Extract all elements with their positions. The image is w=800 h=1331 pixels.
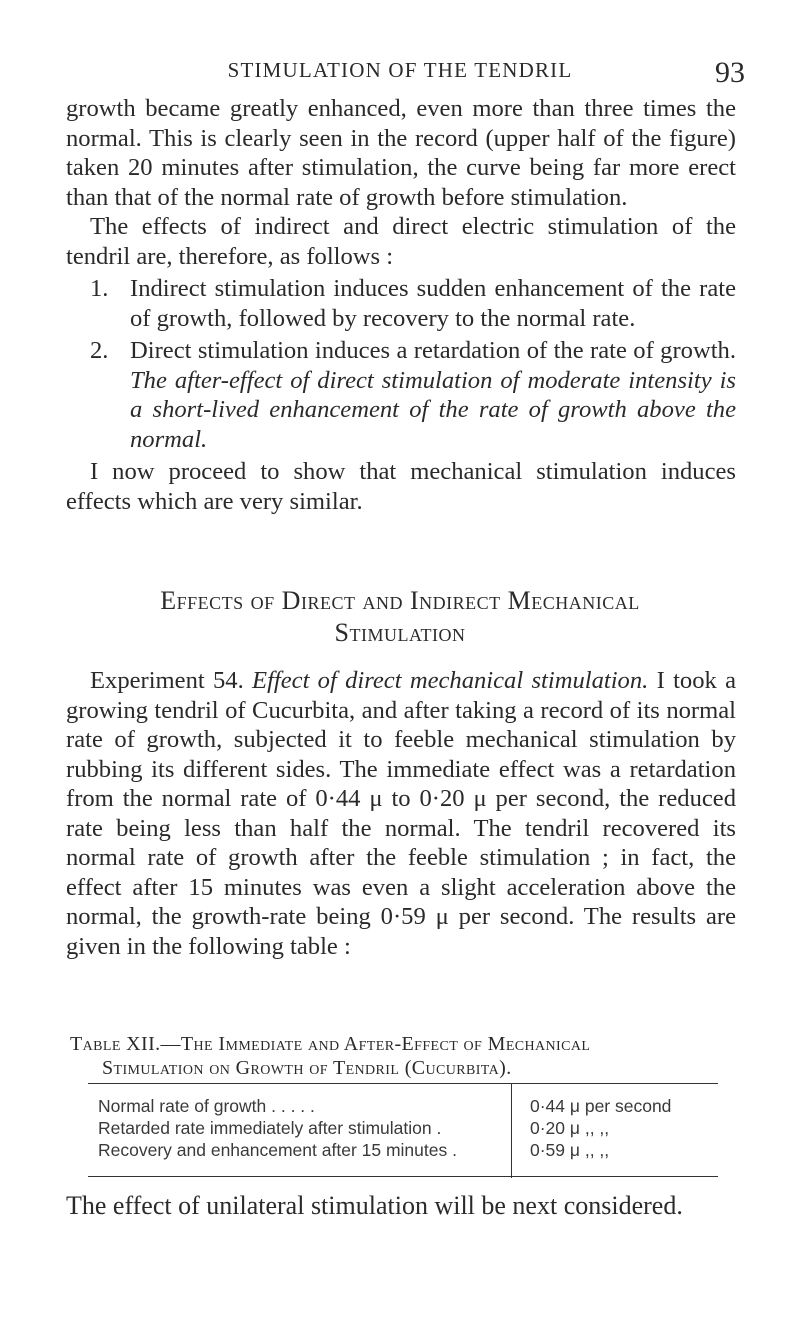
- section-heading-line2: Stimulation: [334, 618, 466, 647]
- list-text: [130, 336, 736, 454]
- table-row-label: Normal rate of growth . . . . .: [98, 1096, 315, 1116]
- table-row-value: 0·44 μ per second: [530, 1096, 672, 1116]
- list-item: [66, 274, 736, 333]
- data-table: [88, 1083, 718, 1177]
- table-caption-line2: Stimulation on Growth of Tendril (Cucurbita).: [102, 1057, 512, 1079]
- table-caption: [70, 1032, 730, 1080]
- table-row-label: Recovery and enhancement after 15 minutes .: [98, 1140, 457, 1160]
- table-row: [98, 1118, 718, 1140]
- section-heading-line1: Effects of Direct and Indirect Mechanical: [160, 586, 640, 615]
- list-number: 1.: [90, 275, 109, 302]
- list-text-italic: The after-effect of direct stimulation of moderate intensity is a short-lived enhancement of the rate of growth above the normal.: [130, 366, 736, 453]
- experiment-title: Effect of direct mechanical stimulation.: [252, 667, 649, 694]
- running-head: STIMULATION OF THE TENDRIL: [227, 58, 573, 82]
- closing-sentence: The effect of unilateral stimulation will be next considered.: [66, 1191, 683, 1220]
- table-row-label: Retarded rate immediately after stimulation .: [98, 1118, 442, 1138]
- paragraph-growth-enhanced: growth became greatly enhanced, even more than three times the normal. This is clearly seen in the record (upper half of the figure) taken 20 minutes after stimulation, the curve being far more erect than that of the normal rate of growth before stimulation.: [66, 95, 736, 211]
- table-row-value: 0·59 μ ,, ,,: [530, 1140, 610, 1160]
- list-item: [66, 336, 736, 454]
- paragraph-mechanical-intro: I now proceed to show that mechanical stimulation induces effects which are very similar.: [66, 458, 736, 515]
- body-text-top: [66, 94, 736, 516]
- page-number: 93: [715, 56, 745, 89]
- experiment-label: Experiment 54.: [90, 667, 244, 694]
- table-row: [98, 1140, 718, 1162]
- list-number: 2.: [90, 337, 109, 364]
- experiment-text: I took a growing tendril of Cucurbita, and after taking a record of its normal rate of growth, subjected it to feeble mechanical stimulation by rubbing its different sides. The immediate effect was a retardation from the normal rate of 0·44 μ to 0·20 μ per second, the reduced rate being less than half the normal. The tendril recovered its normal rate of growth after the feeble stimulation ; in fact, the effect after 15 minutes was even a slight acceleration above the normal, the growth-rate being 0·59 μ per second. The results are given in the following table :: [66, 667, 736, 960]
- table-caption-line1: Table XII.—The Immediate and After-Effect of Mechanical: [70, 1033, 591, 1055]
- table-row-value: 0·20 μ ,, ,,: [530, 1118, 610, 1138]
- paragraph-effects-intro: The effects of indirect and direct electric stimulation of the tendril are, therefore, as follows :: [66, 213, 736, 270]
- experiment-paragraph: [66, 666, 736, 961]
- list-text-plain: Direct stimulation induces a retardation of the rate of growth.: [130, 337, 736, 364]
- list-text: Indirect stimulation induces sudden enhancement of the rate of growth, followed by recovery to the normal rate.: [130, 275, 736, 332]
- table-row: [98, 1096, 718, 1118]
- section-heading: [0, 585, 800, 649]
